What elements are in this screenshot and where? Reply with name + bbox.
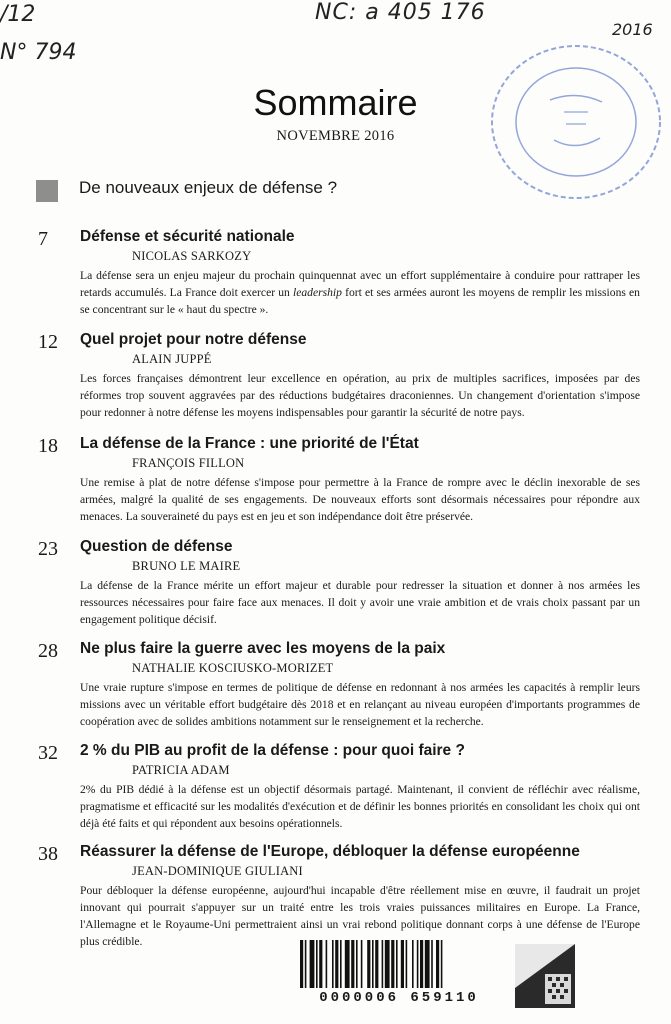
page-title: Sommaire (253, 82, 418, 123)
entry-author: NICOLAS SARKOZY (132, 249, 252, 263)
barcode-digits: 0000006 659110 (319, 990, 479, 1006)
section-heading: De nouveaux enjeux de défense ? (79, 178, 338, 197)
entry-author: NATHALIE KOSCIUSKO-MORIZET (132, 661, 334, 675)
page-number: 7 (38, 228, 48, 250)
barcode-bar (372, 940, 374, 988)
entry-title[interactable]: La défense de la France : une priorité de l'État (80, 435, 419, 452)
entry-abstract: Une remise à plat de notre défense s'impose pour permettre à la France de rompre avec le déclin inexorable de ses armées, malgré la qualité de ses engagements. De nouveaux efforts sont désormais nécessaires pour répondre aux menaces. La souveraineté du pays est en jeu et son indépendance doit être préservée. (80, 476, 640, 523)
barcode-bar (375, 940, 378, 988)
barcode-bar (441, 940, 443, 988)
entry-abstract: Les forces françaises démontrent leur excellence en opération, au prix de multiples sacrifices, imposées par des réformes trop souvent aggravées par des réductions budgétaires draconiennes. Un changement d'orientation s'impose pour redonner à notre défense les moyens indispensables pour garantir la sécurité de notre pays. (80, 372, 640, 419)
barcode-bar (332, 940, 334, 988)
barcode-bar (382, 940, 384, 988)
barcode-bar (406, 940, 408, 988)
barcode-bar (345, 940, 350, 988)
entry-title[interactable]: 2 % du PIB au profit de la défense : pour quoi faire ? (80, 742, 465, 759)
barcode-bar (425, 940, 430, 988)
barcode-bar (300, 940, 303, 988)
entry-title[interactable]: Défense et sécurité nationale (80, 228, 295, 245)
barcode-bar (412, 940, 414, 988)
entry-author: ALAIN JUPPÉ (132, 352, 212, 366)
handwritten-catalog-number: NC: a 405 176 (315, 0, 486, 25)
barcode-bars-icon (296, 940, 502, 988)
entry-author: BRUNO LE MAIRE (132, 559, 241, 573)
entry-title[interactable]: Quel projet pour notre défense (80, 331, 307, 348)
barcode-bar (356, 940, 358, 988)
barcode-bar (340, 940, 342, 988)
page-number: 32 (38, 742, 58, 764)
barcode-bar (396, 940, 398, 988)
entry-author: JEAN-DOMINIQUE GIULIANI (132, 864, 303, 878)
entry-abstract: 2% du PIB dédié à la défense est un objectif désormais partagé. Maintenant, il convient de réfléchir avec réalisme, pragmatisme et efficacité sur les modalités d'exécution et de définir les bonnes priorités en consolidant les choix qui ont déjà été faits et qui répondent aux besoins opérationnels. (80, 783, 640, 830)
section-marker-icon (36, 180, 58, 202)
page-number: 23 (38, 538, 58, 560)
page-number: 18 (38, 435, 58, 457)
barcode (296, 940, 502, 1012)
barcode-bar (431, 940, 433, 988)
barcode-bar (401, 940, 404, 988)
issue-date: NOVEMBRE 2016 (276, 128, 395, 144)
barcode-bar (316, 940, 318, 988)
barcode-bar (436, 940, 439, 988)
barcode-bar (305, 940, 307, 988)
barcode-bar (417, 940, 419, 988)
page-number: 12 (38, 331, 58, 353)
abstract-italic-term: leadership (292, 286, 342, 299)
entry-abstract: Pour débloquer la défense européenne, aujourd'hui incapable d'être réellement mise en œuvre, il faudrait un projet innovant qui pourrait s'appuyer sur un traité entre les trois vraies puissances militaires en Europe. La France, l'Allemagne et le Royaume-Uni permettraient ainsi un vrai rebond politique donnant corps à une défense de l'Europe plus crédible. (80, 884, 640, 948)
barcode-bar (310, 940, 315, 988)
entry-abstract: La défense sera un enjeu majeur du prochain quinquennat avec un effort supplémentaire à conduire pour rattraper les retards accumulés. La France doit exercer un leadership fort et ses armées auront les moyens de remplir les missions en se concentrant sur le « haut du spectre ». (80, 269, 640, 316)
barcode-bar (319, 940, 322, 988)
entry-title[interactable]: Question de défense (80, 538, 233, 555)
entry-author: FRANÇOIS FILLON (132, 456, 245, 470)
entry-title[interactable]: Réassurer la défense de l'Europe, débloquer la défense européenne (80, 843, 580, 860)
barcode-bar (335, 940, 338, 988)
entry-title[interactable]: Ne plus faire la guerre avec les moyens de la paix (80, 640, 446, 657)
barcode-bar (361, 940, 363, 988)
page-number: 38 (38, 843, 58, 865)
entry-abstract: Une vraie rupture s'impose en termes de politique de défense en redonnant à nos armées les capacités à remplir leurs missions avec un véritable effort budgétaire dès 2018 et en relançant au niveau européen d'importants programmes de coopération avec de solides ambitions notamment sur le renseignement et la recherche. (80, 681, 640, 728)
entry-abstract: La défense de la France mérite un effort majeur et durable pour redresser la situation et donner à nos armées les ressources nécessaires pour faire face aux menaces. Il doit y avoir une vraie ambition et de vrais choix passant par un engagement politique décisif. (80, 579, 640, 626)
barcode-bar (391, 940, 394, 988)
handwritten-year: 2016 (612, 20, 653, 39)
publisher-logo-icon (515, 944, 575, 1008)
handwritten-note-top-left: /12 (0, 2, 36, 27)
barcode-bar (351, 940, 354, 988)
page-number: 28 (38, 640, 58, 662)
entry-author: PATRICIA ADAM (132, 763, 230, 777)
barcode-bar (326, 940, 328, 988)
barcode-bar (385, 940, 390, 988)
handwritten-issue-number: N° 794 (0, 40, 77, 65)
barcode-bar (367, 940, 370, 988)
barcode-bar (420, 940, 423, 988)
